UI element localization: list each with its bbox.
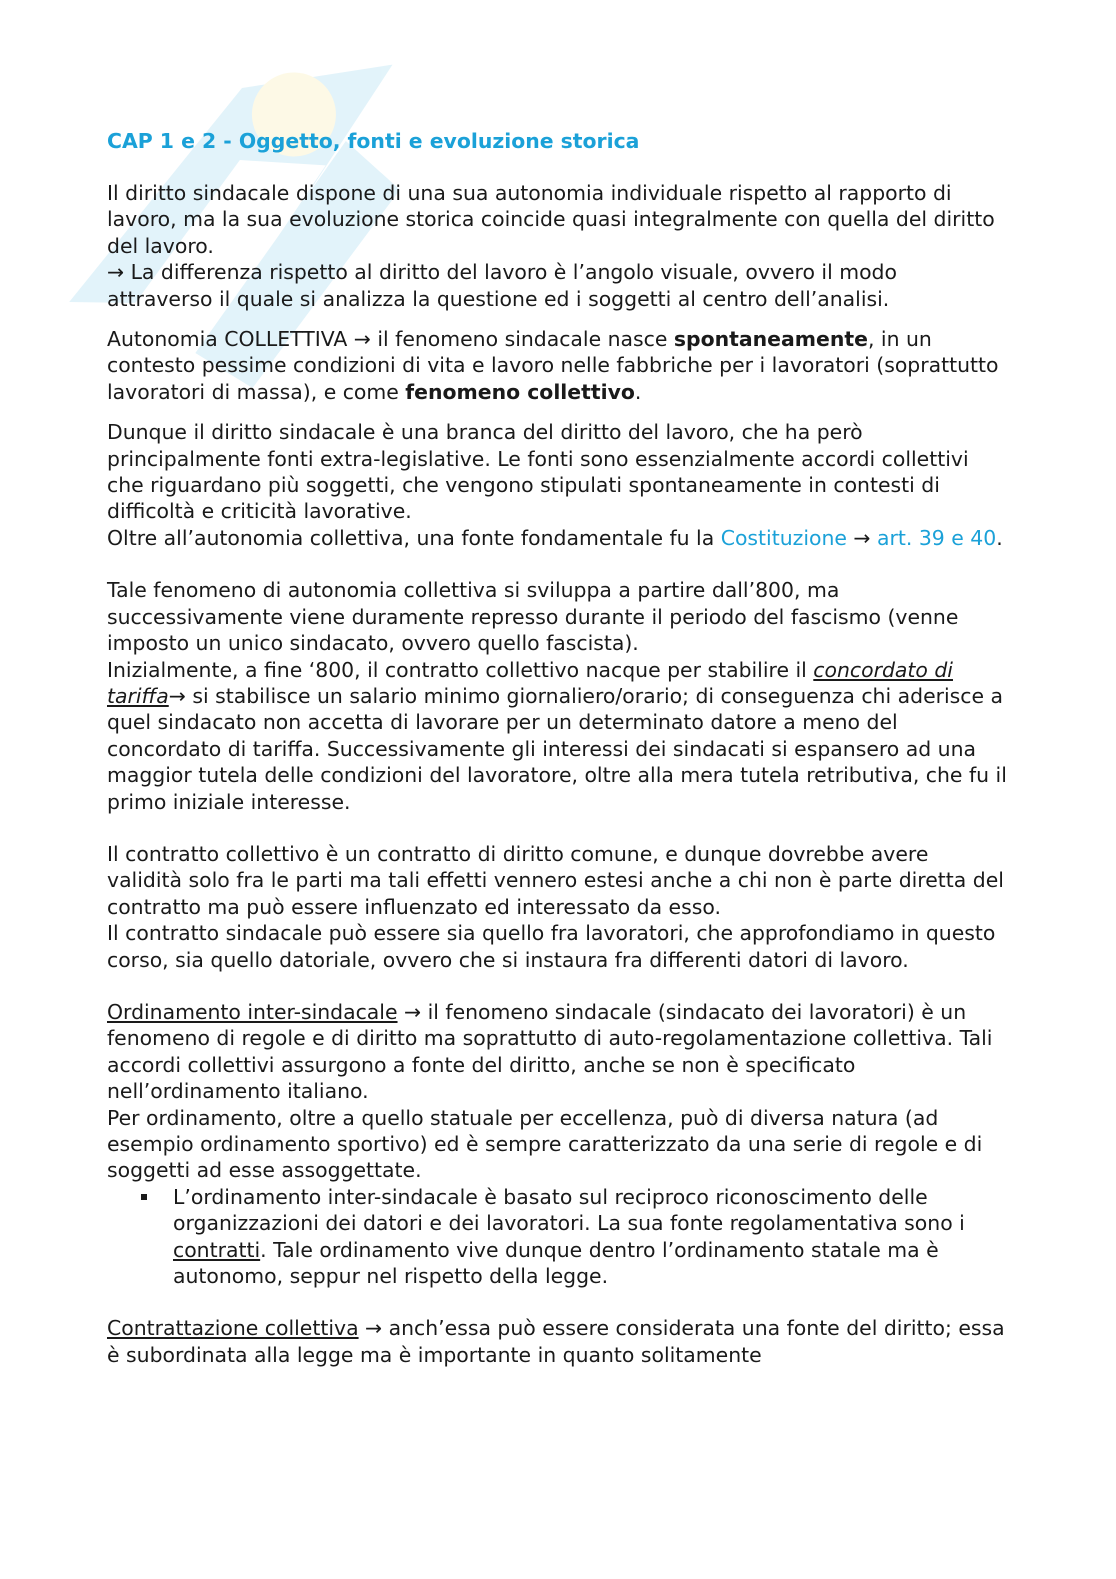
paragraph-autonomia-collettiva: Autonomia COLLETTIVA → il fenomeno sindacale nasce spontaneamente, in un contesto pessime condizioni di vita e lavoro nelle fabbriche per i lavoratori (soprattutto lavoratori di massa), e come fenomeno collettivo. (107, 327, 999, 404)
paragraph-intro: Il diritto sindacale dispone di una sua autonomia individuale rispetto al rapporto di lavoro, ma la sua evoluzione storica coincide quasi integralmente con quella del diritto del lavoro. → La differenza rispetto al diritto del lavoro è l’angolo visuale, ovvero il modo attraverso il quale si analizza la questione ed i soggetti al centro dell’analisi. (107, 181, 995, 311)
term-contratti: contratti (173, 1237, 261, 1262)
term-contrattazione-collettiva: Contrattazione collettiva (107, 1316, 359, 1341)
document-page (107, 128, 1007, 1382)
term-concordato-di-tariffa: concordato di tariffa (107, 657, 953, 708)
paragraph-contrattazione: Contrattazione collettiva → anch’essa può essere considerata una fonte del diritto; essa è subordinata alla legge ma è importante in quanto solitamente (107, 1316, 1005, 1367)
paragraph-storia: Tale fenomeno di autonomia collettiva si sviluppa a partire dall’800, ma successivamente viene duramente represso durante il periodo del fascismo (venne imposto un unico sindacato, ovvero quello fascista). Inizialmente, a fine ‘800, il contratto collettivo nacque per stabilire il concordato di tariffa→ si stabilisce un salario minimo giornaliero/orario; di conseguenza chi aderisce a quel sindacato non accetta di lavorare per un determinato datore a meno del concordato di tariffa. Successivamente gli interessi dei sindacati si espansero ad una maggior tutela delle condizioni del lavoratore, oltre alla mera tutela retributiva, che fu il primo iniziale interesse. (107, 578, 1007, 814)
term-ordinamento-inter-sindacale: Ordinamento inter-sindacale (107, 999, 398, 1024)
paragraph-contratto-collettivo: Il contratto collettivo è un contratto di diritto comune, e dunque dovrebbe avere validità solo fra le parti ma tali effetti vennero estesi anche a chi non è parte diretta del contratto ma può essere influenzato ed interessato da esso. Il contratto sindacale può essere sia quello fra lavoratori, che approfondiamo in questo corso, sia quello datoriale, ovvero che si instaura fra differenti datori di lavoro. (107, 841, 1004, 972)
paragraph-ordinamento: Ordinamento inter-sindacale → il fenomeno sindacale (sindacato dei lavoratori) è un fenomeno di regole e di diritto ma soprattutto di auto-regolamentazione collettiva. Tali accordi collettivi assurgono a fonte del diritto, anche se non è specificato nell’ordinamento italiano. Per ordinamento, oltre a quello statuale per eccellenza, può di diversa natura (ad esempio ordinamento sportivo) ed è sempre caratterizzato da una serie di regole e di soggetti ad esse assoggettate. (107, 999, 993, 1183)
paragraph-fonti: Dunque il diritto sindacale è una branca del diritto del lavoro, che ha però principalmente fonti extra-legislative. Le fonti sono essenzialmente accordi collettivi che riguardano più soggetti, che vengono stipulati spontaneamente in contesti di difficoltà e criticità lavorative. Oltre all’autonomia collettiva, una fonte fondamentale fu la Costituzione → art. 39 e 40. (107, 420, 1003, 550)
link-art-39-40[interactable]: art. 39 e 40 (877, 525, 997, 550)
bold-fenomeno-collettivo: fenomeno collettivo (405, 379, 635, 404)
bullet-item: L’ordinamento inter-sindacale è basato sul reciproco riconoscimento delle organizzazioni dei datori e dei lavoratori. La sua fonte regolamentativa sono i contratti. Tale ordinamento vive dunque dentro l’ordinamento statale ma è autonomo, seppur nel rispetto della legge. (107, 1184, 1007, 1290)
bold-spontaneamente: spontaneamente (673, 327, 868, 352)
chapter-heading: CAP 1 e 2 - Oggetto, fonti e evoluzione storica (107, 129, 640, 153)
bullet-list (107, 1184, 1007, 1290)
link-costituzione[interactable]: Costituzione (720, 525, 847, 550)
